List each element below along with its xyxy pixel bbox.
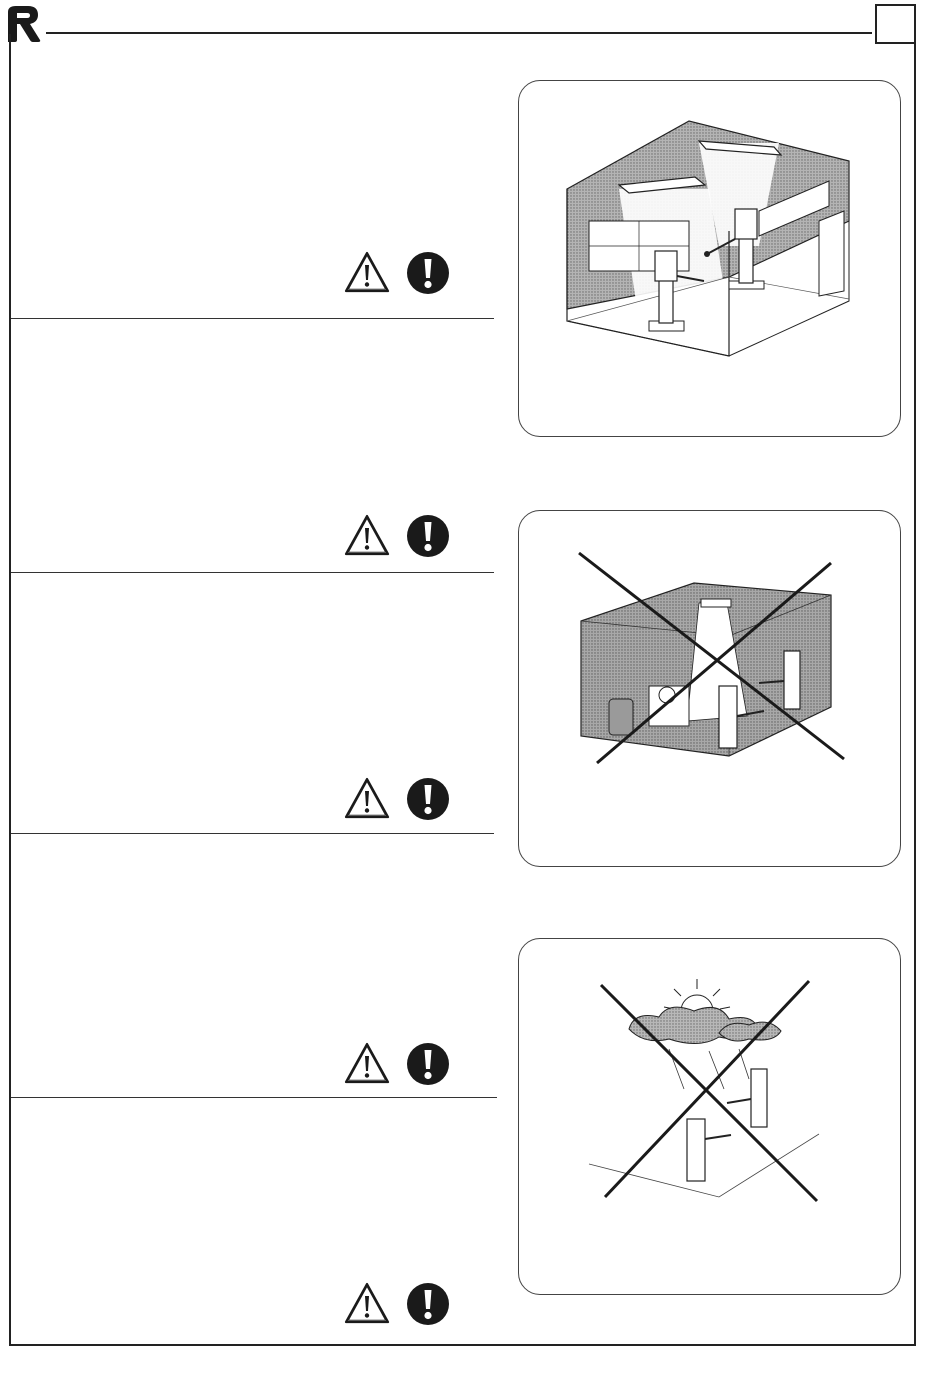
- illustration-panel-enclosed: [518, 510, 901, 867]
- warning-icons-2: [343, 513, 451, 563]
- page-frame-right: [914, 44, 916, 1346]
- section-divider: [11, 318, 494, 319]
- warning-icons-5: [343, 1281, 451, 1331]
- enclosed-room-illustration: [519, 511, 900, 866]
- warning-triangle-icon: [343, 1041, 391, 1085]
- mandatory-exclamation-icon: [405, 513, 451, 559]
- outdoor-illustration: [519, 939, 900, 1294]
- mandatory-exclamation-icon: [405, 1041, 451, 1087]
- section-divider: [11, 572, 494, 573]
- workshop-illustration: [519, 81, 900, 436]
- warning-triangle-icon: [343, 250, 391, 294]
- page-number-box: [875, 4, 916, 44]
- illustration-panel-workshop: [518, 80, 901, 437]
- warning-icons-3: [343, 776, 451, 826]
- mandatory-exclamation-icon: [405, 776, 451, 822]
- section-divider: [11, 833, 494, 834]
- warning-icons-1: [343, 250, 451, 300]
- warning-triangle-icon: [343, 1281, 391, 1325]
- page-frame-bottom: [9, 1344, 916, 1346]
- page-frame-left: [9, 34, 11, 1346]
- illustration-panel-outdoor: [518, 938, 901, 1295]
- warning-icons-4: [343, 1041, 451, 1091]
- section-divider: [11, 1097, 497, 1098]
- mandatory-exclamation-icon: [405, 250, 451, 296]
- warning-triangle-icon: [343, 513, 391, 557]
- warning-triangle-icon: [343, 776, 391, 820]
- mandatory-exclamation-icon: [405, 1281, 451, 1327]
- header-rule: [46, 32, 872, 34]
